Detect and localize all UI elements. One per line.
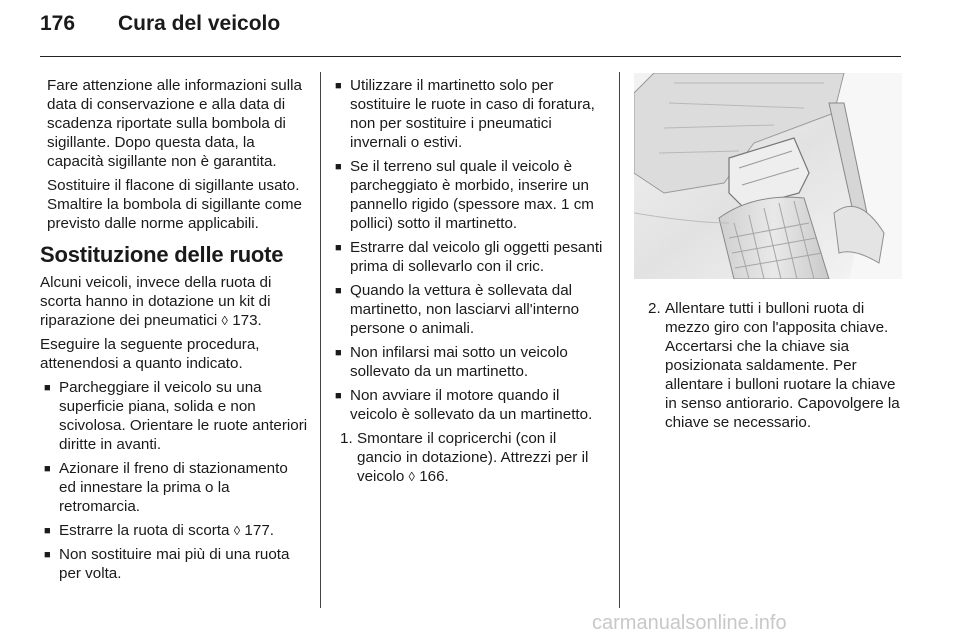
- watermark: carmanualsonline.info: [592, 612, 787, 634]
- list-item-text: Utilizzare il martinetto solo per sostituire le ruote in caso di foratura, non per sostituire i pneumatici invernali o estivi.: [350, 77, 595, 151]
- column-divider-right: [619, 72, 620, 608]
- list-item: [331, 76, 605, 152]
- section-heading: Sostituzione delle ruote: [40, 242, 284, 267]
- list-item-text: Estrarre la ruota di scorta: [59, 522, 230, 539]
- list-item-text: Estrarre dal veicolo gli oggetti pesanti prima di sollevarlo con il cric.: [350, 239, 603, 275]
- step-text: Smontare il copricerchi (con il gancio in dotazione). Attrezzi per il veicolo: [357, 430, 589, 485]
- list-item-text: Se il terreno sul quale il veicolo è parcheggiato è morbido, inserire un pannello rigido (spessore max. 1 cm pollici) sotto il martinetto.: [350, 158, 594, 232]
- list-item-text: Parcheggiare il veicolo su una superficie piana, solida e non scivolosa. Orientare le ruote anteriori diritte in avanti.: [59, 379, 308, 453]
- step-text: Allentare tutti i bulloni ruota di mezzo giro con l'apposita chiave. Accertarsi che la chiave sia posizionata saldamente. Per allentare i bulloni ruotare la chiave in senso antiorario. Capovolgere la chiave se necessario.: [665, 300, 900, 431]
- bullet-icon: ■: [335, 80, 342, 92]
- bullet-icon: ■: [335, 390, 342, 402]
- list-item: [331, 343, 605, 381]
- bullet-icon: ■: [335, 161, 342, 173]
- paragraph-repair-kit: [40, 273, 308, 330]
- step-number: 1.: [340, 430, 353, 447]
- list-item: [331, 386, 605, 424]
- column-2: [331, 76, 605, 491]
- step-1: [331, 429, 605, 486]
- list-item: [40, 521, 308, 540]
- ref-arrow-icon: ◊: [233, 523, 241, 538]
- wheel-underbody-illustration: [634, 73, 902, 279]
- list-item: [40, 378, 308, 454]
- bullet-icon: ■: [44, 382, 51, 394]
- page-ref-link[interactable]: 177.: [244, 522, 274, 539]
- list-item-text: Non infilarsi mai sotto un veicolo sollevato da un martinetto.: [350, 344, 568, 380]
- list-item: [40, 545, 308, 583]
- list-item: [331, 157, 605, 233]
- header-rule: [40, 56, 901, 57]
- column-1: [40, 76, 308, 588]
- list-item: [331, 238, 605, 276]
- paragraph-replace-sealant: Sostituire il flacone di sigillante usato. Smaltire la bombola di sigillante come previsto dalle norme applicabili.: [47, 177, 302, 232]
- bullet-icon: ■: [44, 525, 51, 537]
- bullet-icon: ■: [44, 463, 51, 475]
- column-3: [639, 299, 905, 437]
- ref-arrow-icon: ◊: [408, 469, 415, 484]
- page-number: 176: [40, 12, 76, 35]
- page-header: [40, 12, 280, 36]
- list-item-text: Non sostituire mai più di una ruota per volta.: [59, 546, 290, 582]
- page-ref-link[interactable]: 166.: [419, 468, 449, 485]
- list-item-text: Quando la vettura è sollevata dal martinetto, non lasciarvi all'interno persone o animali.: [350, 282, 580, 337]
- list-item: [331, 281, 605, 338]
- list-item-text: Non avviare il motore quando il veicolo è sollevato da un martinetto.: [350, 387, 593, 423]
- wheel-illustration: [634, 73, 902, 279]
- paragraph-sealant-expiry: Fare attenzione alle informazioni sulla data di conservazione e alla data di scadenza riportate sulla bombola di sigillante. Dopo questa data, la capacità sigillante non è garantita.: [47, 77, 302, 170]
- list-item: [40, 459, 308, 516]
- bullet-icon: ■: [44, 549, 51, 561]
- step-2: [639, 299, 905, 432]
- list-item-text: Azionare il freno di stazionamento ed innestare la prima o la retromarcia.: [59, 460, 288, 515]
- ref-arrow-icon: ◊: [221, 313, 228, 328]
- paragraph-procedure: Eseguire la seguente procedura, attenendosi a quanto indicato.: [40, 336, 260, 372]
- page-ref-link[interactable]: 173.: [232, 312, 262, 329]
- bullet-icon: ■: [335, 242, 342, 254]
- column-divider-left: [320, 72, 321, 608]
- paragraph-repair-kit-text: Alcuni veicoli, invece della ruota di scorta hanno in dotazione un kit di riparazione dei pneumatici: [40, 274, 272, 329]
- step-number: 2.: [648, 300, 661, 317]
- bullet-icon: ■: [335, 285, 342, 297]
- page-title: Cura del veicolo: [118, 12, 281, 35]
- bullet-icon: ■: [335, 347, 342, 359]
